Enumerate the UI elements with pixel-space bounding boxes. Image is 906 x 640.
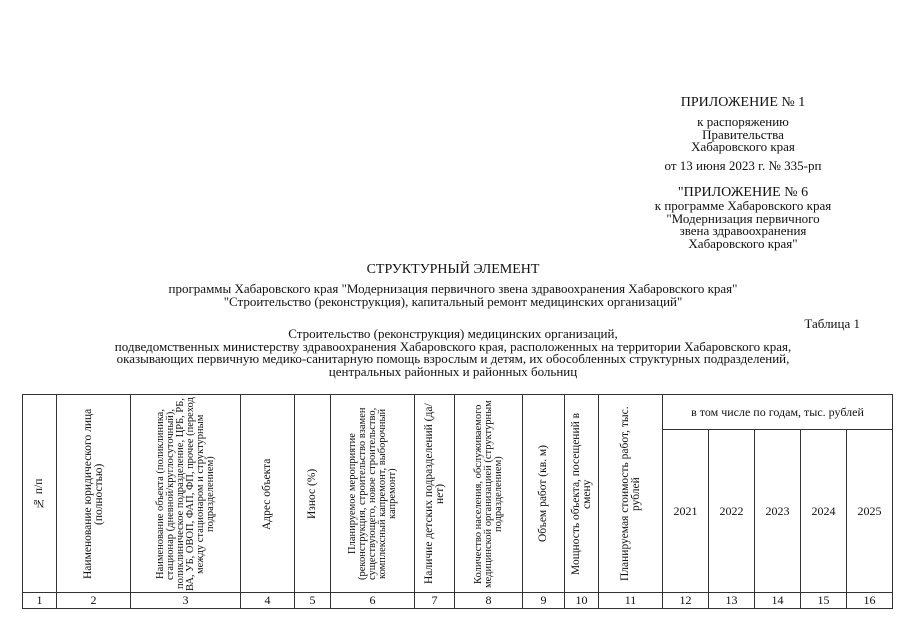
column-header: [57, 395, 131, 593]
table-label: Таблица 1: [804, 316, 860, 331]
column-header-label: Планируемая стоимость работ, тыс. рублей: [618, 406, 642, 581]
appendix-1-block: [612, 96, 874, 172]
appendix-6-line: к программе Хабаровского края: [654, 198, 832, 213]
appendix-6-line: Хабаровского края": [688, 235, 798, 251]
appendix-1-title: ПРИЛОЖЕНИЕ № 1: [680, 95, 806, 110]
column-header-label: Объем работ (кв. м): [537, 445, 549, 542]
appendix-1-date: от 13 июня 2023 г. № 335-рп: [664, 157, 822, 173]
column-header: [295, 395, 331, 593]
column-header: [415, 395, 455, 593]
column-number: 6: [331, 593, 415, 609]
column-header-label: Планируемое мероприятие (реконструкция, строительство взамен существующего, новое строительство, комплексный капремонт, выборочный капремонт): [346, 407, 398, 580]
column-header-label: Количество населения, обслуживаемого медицинской организацией (структурным подразделением): [472, 399, 504, 588]
appendix-6-line: звена здравоохранения: [679, 223, 807, 238]
column-header: [331, 395, 415, 593]
column-number: 14: [755, 593, 801, 609]
table-description: [0, 328, 906, 378]
description-line: оказывающих первичную медико-санитарную помощь взрослым и детям, их обособленных структурных подразделений,: [116, 351, 790, 366]
column-header-label: Наименование юридического лица (полностью): [81, 408, 105, 579]
column-header: [599, 395, 663, 593]
column-number: 16: [847, 593, 893, 609]
appendix-1-line: Правительства: [702, 126, 784, 142]
column-number: 15: [801, 593, 847, 609]
column-number: 4: [241, 593, 295, 609]
year-header: 2025: [847, 430, 893, 593]
description-line: центральных районных и районных больниц: [328, 363, 578, 379]
column-number: 13: [709, 593, 755, 609]
column-header: [565, 395, 599, 593]
column-header-label: Адрес объекта: [261, 457, 273, 530]
column-number: 10: [565, 593, 599, 609]
column-header: [241, 395, 295, 593]
column-number: 1: [23, 593, 57, 609]
appendix-6-title: "ПРИЛОЖЕНИЕ № 6: [677, 185, 809, 200]
column-header: [23, 395, 57, 593]
structural-element-title: СТРУКТУРНЫЙ ЭЛЕМЕНТ: [366, 262, 540, 277]
appendix-1-line: Хабаровского края: [691, 139, 795, 154]
years-group-header: в том числе по годам, тыс. рублей: [663, 395, 893, 430]
column-number: 7: [415, 593, 455, 609]
column-number: 3: [131, 593, 241, 609]
column-number: 9: [523, 593, 565, 609]
column-header-label: № п/п: [33, 478, 45, 509]
column-number: 12: [663, 593, 709, 609]
appendix-6-line: "Модернизация первичного: [666, 210, 820, 226]
program-subtitle: [0, 282, 906, 308]
column-header: [131, 395, 241, 593]
appendix-1-line: к распоряжению: [697, 114, 789, 129]
column-number: 5: [295, 593, 331, 609]
column-header: [455, 395, 523, 593]
year-header: 2023: [755, 430, 801, 593]
column-header-label: Мощность объекта, посещений в смену: [569, 412, 593, 575]
column-number: 2: [57, 593, 131, 609]
description-line: Строительство (реконструкция) медицинских организаций,: [288, 326, 618, 341]
structural-element-table: [22, 394, 893, 609]
subtitle-line: "Строительство (реконструкция), капитальный ремонт медицинских организаций": [223, 294, 683, 309]
column-header-label: Износ (%): [306, 468, 318, 519]
column-header-label: Наименование объекта (поликлиника, стационар (дневной/круглосуточный), поликлиническое подразделение, ЦРБ, РБ, ВА, УБ, ОВОП, ФАП, ФП, прочее (переход между стационаром и структурным подразделением): [154, 396, 216, 591]
column-header-label: Наличие детских подразделений (да/нет): [422, 403, 446, 584]
year-header: 2021: [663, 430, 709, 593]
appendix-6-block: [612, 186, 874, 250]
year-header: 2022: [709, 430, 755, 593]
column-number: 11: [599, 593, 663, 609]
column-number: 8: [455, 593, 523, 609]
description-line: подведомственных министерству здравоохранения Хабаровского края, расположенных на территории Хабаровского края,: [114, 338, 792, 354]
year-header: 2024: [801, 430, 847, 593]
column-header: [523, 395, 565, 593]
subtitle-line: программы Хабаровского края "Модернизация первичного звена здравоохранения Хабаровского края": [168, 281, 738, 296]
